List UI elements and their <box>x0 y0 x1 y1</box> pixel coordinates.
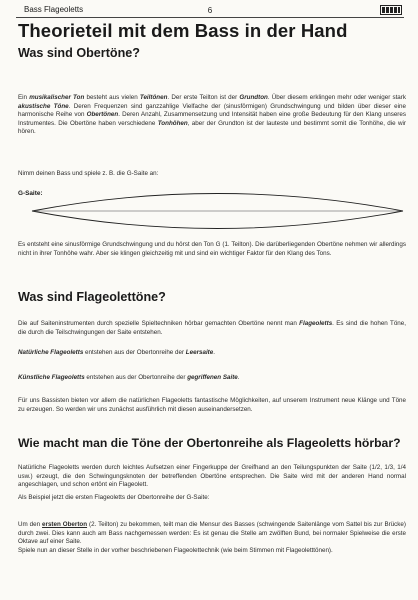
paragraph-beispiel-g-saite: Als Beispiel jetzt die ersten Flageoletts der Obertonreihe der G-Saite: <box>18 494 210 501</box>
running-title: Bass Flageoletts <box>24 5 84 14</box>
g-string-label: G-Saite: <box>18 190 43 197</box>
page-header <box>16 4 404 18</box>
logo-bars-icon <box>382 7 400 13</box>
paragraph-bassisten-moeglichkeiten: Für uns Bassisten bieten vor allem die natürlichen Flageoletts fantastische Möglichkeiten, auf unserem Instrument neue Klänge und Töne zu erzeugen. So werden wir uns zunächst ausführlich mit diesen auseinandersetzen. <box>18 397 406 413</box>
section-heading-obertoene: Was sind Obertöne? <box>18 46 140 60</box>
paragraph-spiele-flageolettechnik: Spiele nun an dieser Stelle in der vorher beschriebenen Flageolettechnik (wie beim Stimmen mit Flageoletttönen). <box>18 547 333 554</box>
page-title: Theorieteil mit dem Bass in der Hand <box>18 20 348 41</box>
paragraph-erster-oberton: Um den ersten Oberton (2. Teilton) zu bekommen, teilt man die Mensur des Basses (schwingende Saitenlänge vom Sattel bis zur Brücke) durch zwei. Dies kann auch am Bass nachgemessen werden: Es ist genau die Stelle am zwölften Bund, bei normaler Spielweise die erste Oktave auf einer Saite. <box>18 521 406 546</box>
paragraph-natuerliche-flageoletts-technik: Natürliche Flageoletts werden durch leichtes Aufsetzen einer Fingerkuppe der Greifhand an den Teilungspunkten der Saite (1/2, 1/3, 1/4 usw.) erzeugt, die den Schwingungsknoten der betreffenden Obertöne entsprechen. Die Saite wird mit der anderen Hand normal angeschlagen, und schon ertönt ein Flageolett. <box>18 464 406 489</box>
publisher-logo-icon <box>380 5 402 15</box>
section-heading-flageolettoene: Was sind Flageolettöne? <box>18 290 166 304</box>
paragraph-obertoene-intro: Ein musikalischer Ton besteht aus vielen Teiltönen. Der erste Teilton ist der Grundton. Über diesem erklingen mehr oder weniger stark akustische Töne. Deren Frequenzen sind ganzzahlige Vielfache der (sinusförmigen) Grundschwingung und bilden über dieser eine harmonische Reihe von Obertönen. Deren Anzahl, Zusammensetzung und Intensität haben eine große Bedeutung für den Klang unseres Instrumentes. Die Obertöne haben verschiedene Tonhöhen, aber der Grundton ist der lauteste und bestimmt somit die Tonhöhe, die wir hören. <box>18 94 406 136</box>
paragraph-kuenstliche-flageoletts: Künstliche Flageoletts entstehen aus der Obertonreihe der gegriffenen Saite. <box>18 374 240 381</box>
paragraph-g-saite-instruction: Nimm deinen Bass und spiele z. B. die G-Saite an: <box>18 170 159 177</box>
paragraph-natuerliche-flageoletts: Natürliche Flageoletts entstehen aus der Obertonreihe der Leersaite. <box>18 349 215 356</box>
paragraph-grundschwingung: Es entsteht eine sinusförmige Grundschwingung und du hörst den Ton G (1. Teilton). Die darüberliegenden Obertöne nehmen wir allerdings nicht in ihrer Tonhöhe wahr. Aber sie klingen gleichzeitig mit und sind ein wichtiger Faktor für den Klang des Tons. <box>18 241 406 257</box>
section-heading-obertonreihe-hoerbar: Wie macht man die Töne der Obertonreihe als Flageoletts hörbar? <box>18 436 401 450</box>
paragraph-flageoletts-definition: Die auf Saiteninstrumenten durch spezielle Spieltechniken hörbar gemachten Obertöne nennt man Flageoletts. Es sind die hohen Töne, die durch die Teilschwingungen der Saite entstehen. <box>18 320 406 336</box>
page-number: 6 <box>207 6 213 15</box>
string-vibration-diagram <box>30 188 405 234</box>
